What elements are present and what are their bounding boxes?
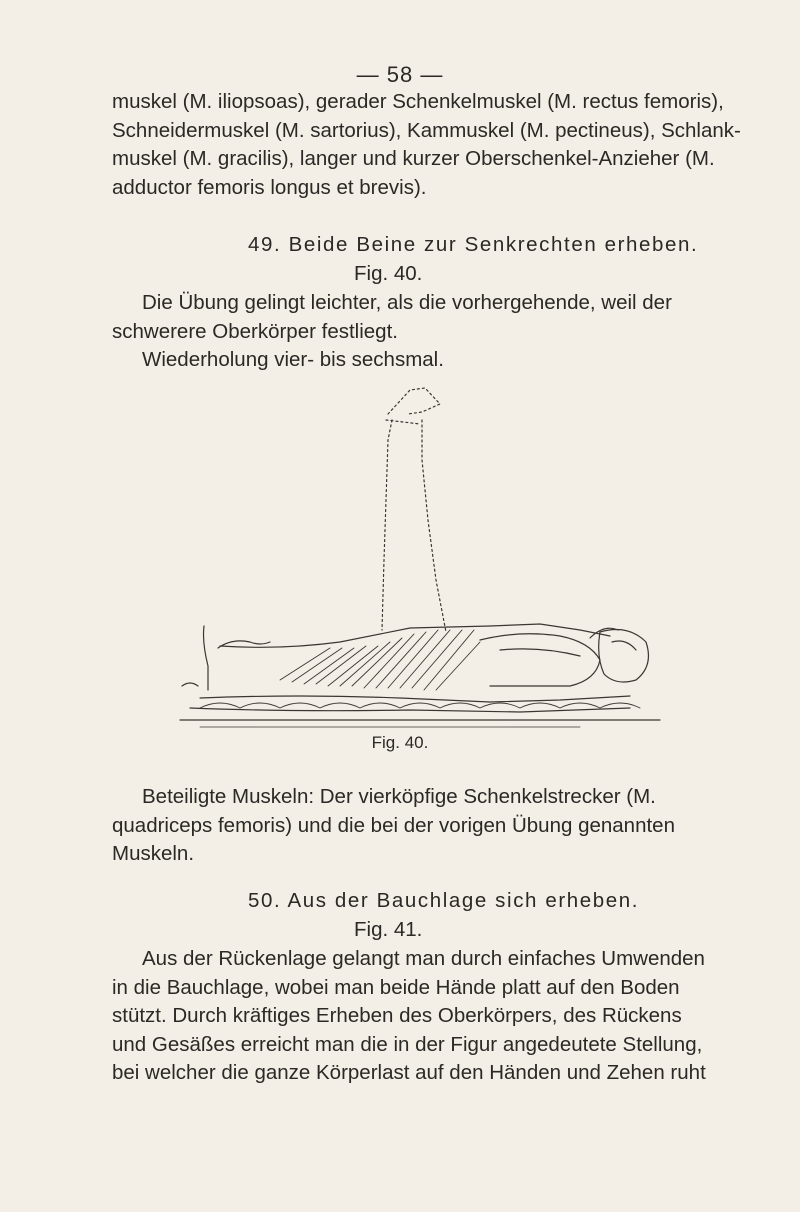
involved-muscles-paragraph — [112, 783, 752, 869]
text-line: Muskeln. — [112, 842, 195, 866]
text-line: schwerere Oberkörper festliegt. — [112, 319, 398, 343]
figure-40-illustration — [160, 380, 680, 740]
text-line: Die Übung gelingt leichter, als die vorhergehende, weil der — [142, 291, 672, 314]
text-line: Aus der Rückenlage gelangt man durch einfaches Umwenden — [142, 947, 705, 970]
text-line: bei welcher die ganze Körperlast auf den Händen und Zehen ruht — [112, 1061, 706, 1085]
text-line: Schneidermuskel (M. sartorius), Kammuskel (M. pectineus), Schlank- — [112, 118, 741, 142]
exercise-49-description — [112, 289, 752, 375]
figure-40-caption: Fig. 40. — [371, 733, 429, 752]
page-number: — 58 — — [356, 62, 444, 87]
text-line: muskel (M. gracilis), langer und kurzer Oberschenkel-Anzieher (M. — [112, 147, 715, 171]
text-line: Beteiligte Muskeln: Der vierköpfige Schenkelstrecker (M. — [142, 785, 656, 808]
paragraph-muscles-list — [112, 88, 752, 202]
text-line: muskel (M. iliopsoas), gerader Schenkelmuskel (M. rectus femoris), — [112, 90, 724, 113]
exercise-50-figref: Fig. 41. — [354, 918, 423, 941]
text-line: und Gesäßes erreicht man die in der Figur angedeutete Stellung, — [112, 1032, 703, 1056]
text-line: stützt. Durch kräftiges Erheben des Oberkörpers, des Rückens — [112, 1004, 682, 1028]
text-line: quadriceps femoris) und die bei der vorigen Übung genannten — [112, 813, 675, 837]
text-line: Wiederholung vier- bis sechsmal. — [142, 348, 444, 372]
text-line: adductor femoris longus et brevis). — [112, 175, 427, 199]
exercise-50-title: 50. Aus der Bauchlage sich erheben. — [248, 889, 640, 912]
exercise-49-figref: Fig. 40. — [354, 262, 423, 285]
exercise-49-title: 49. Beide Beine zur Senkrechten erheben. — [248, 233, 699, 256]
text-line: in die Bauchlage, wobei man beide Hände platt auf den Boden — [112, 975, 680, 999]
exercise-50-description — [112, 945, 752, 1088]
